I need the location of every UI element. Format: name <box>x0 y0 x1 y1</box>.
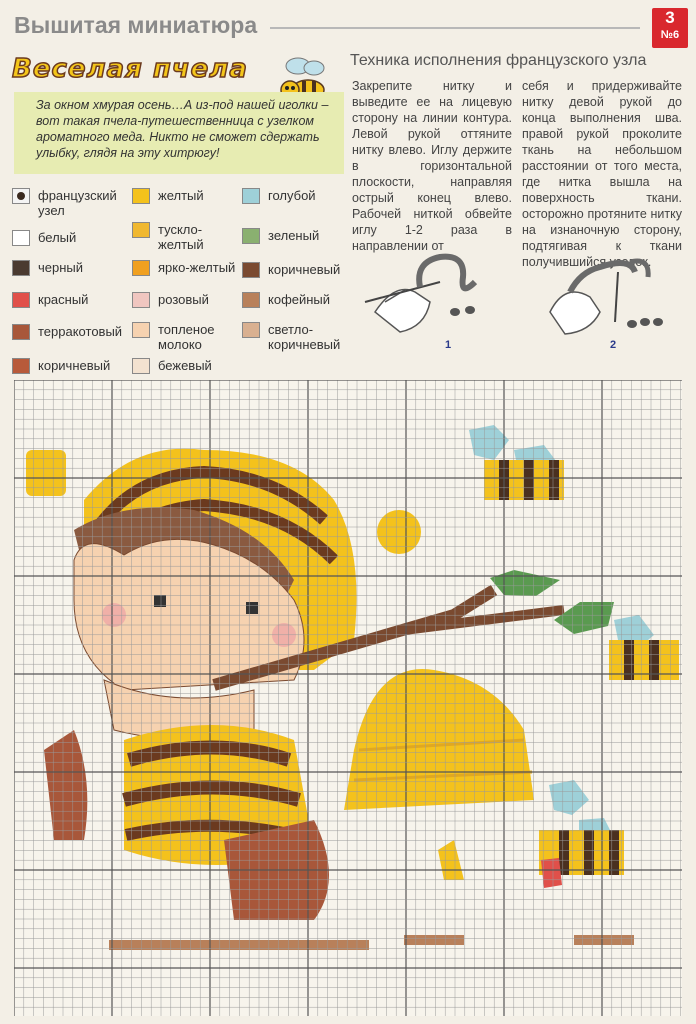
color-swatch <box>132 188 150 204</box>
color-swatch <box>12 230 30 246</box>
legend-item <box>12 358 110 374</box>
legend-item <box>132 322 242 352</box>
antenna-ball <box>377 510 421 554</box>
technique-text-col2: себя и придерживайте нитку девой рукой до конца выполнения шва. правой рукой проколите ткань на небольшом расстоянии от того места, где нитка вышла на поверхность ткани. осторожно протяните нитку на изнаночную сторону, подтягивая к ткани получившийся узелок. <box>522 79 682 269</box>
legend-item <box>242 188 316 204</box>
legend-item <box>132 222 242 252</box>
color-swatch <box>132 358 150 374</box>
legend-item <box>132 292 209 308</box>
color-swatch <box>132 222 150 238</box>
color-swatch <box>12 292 30 308</box>
legend-item <box>242 262 340 278</box>
project-title: Веселая пчела <box>12 54 248 84</box>
color-swatch <box>12 324 30 340</box>
color-swatch <box>242 228 260 244</box>
legend-item <box>242 228 319 244</box>
color-swatch <box>132 322 150 338</box>
legend-item <box>242 322 352 352</box>
legend-item <box>12 230 76 246</box>
yellow-ball <box>26 450 66 496</box>
legend-item <box>12 324 122 340</box>
color-swatch <box>12 358 30 374</box>
header-rule <box>270 27 640 29</box>
legend-item-french-knot <box>12 188 132 218</box>
issue-badge <box>652 8 688 48</box>
hand-needle-illustration-2 <box>520 242 680 352</box>
legend-label: розовый <box>158 292 209 307</box>
legend-label: красный <box>38 292 89 307</box>
legend-label: терракотовый <box>38 324 123 339</box>
french-knot-swatch <box>12 188 30 204</box>
legend-label: ярко-желтый <box>158 260 236 275</box>
intro-box <box>14 92 344 174</box>
color-swatch <box>12 260 30 276</box>
legend-label: светло-коричневый <box>268 322 341 352</box>
legend-label: кофейный <box>268 292 331 307</box>
legend-label: топленое молоко <box>158 322 215 352</box>
legend-label: бежевый <box>158 358 212 373</box>
legend-label: белый <box>38 230 77 245</box>
hand-needle-illustration-1 <box>355 242 515 352</box>
page-number: 3 <box>665 8 675 27</box>
color-swatch <box>242 292 260 308</box>
color-swatch <box>242 262 260 278</box>
legend-item <box>132 260 235 276</box>
cross-stitch-chart <box>14 380 682 1016</box>
legend-label: голубой <box>268 188 316 203</box>
technique-title: Техника исполнения французского узла <box>350 52 647 69</box>
legend-label: желтый <box>158 188 204 203</box>
project-logo <box>12 52 312 92</box>
eye-right <box>246 602 258 614</box>
legend-label: французский узел <box>38 188 117 218</box>
step-2-label: 2 <box>610 339 617 351</box>
legend-label: черный <box>38 260 84 275</box>
legend-label: коричневый <box>38 358 111 373</box>
technique-text-col1: Закрепите нитку и выведите ее на лицевую сторону на линии контура. Левой рукой оттяните нитку влево. Иглу держите в горизонтальной плоскости, направляя острый конец влево. Рабочей ниткой обвейте иглу 1-2 раза в направлении от <box>352 79 512 253</box>
legend-item <box>132 188 204 204</box>
color-swatch <box>132 260 150 276</box>
legend-item <box>12 260 83 276</box>
intro-text: За окном хмурая осень…А из-под нашей иголки – вот такая пчела-путешественница с узелком ароматного меда. Никто не сможет сдержать улыбку, глядя на эту хитрюгу! <box>36 98 329 160</box>
color-swatch <box>242 188 260 204</box>
legend-item <box>12 292 88 308</box>
legend-label: зеленый <box>268 228 320 243</box>
step-1-label: 1 <box>445 339 452 351</box>
color-swatch <box>242 322 260 338</box>
legend-item <box>242 292 330 308</box>
color-swatch <box>132 292 150 308</box>
legend-item <box>132 358 212 374</box>
legend-label: коричневый <box>268 262 341 277</box>
section-title: Вышитая миниатюра <box>14 12 258 38</box>
legend-label: тускло-желтый <box>158 222 204 252</box>
issue-number: №6 <box>660 29 680 41</box>
